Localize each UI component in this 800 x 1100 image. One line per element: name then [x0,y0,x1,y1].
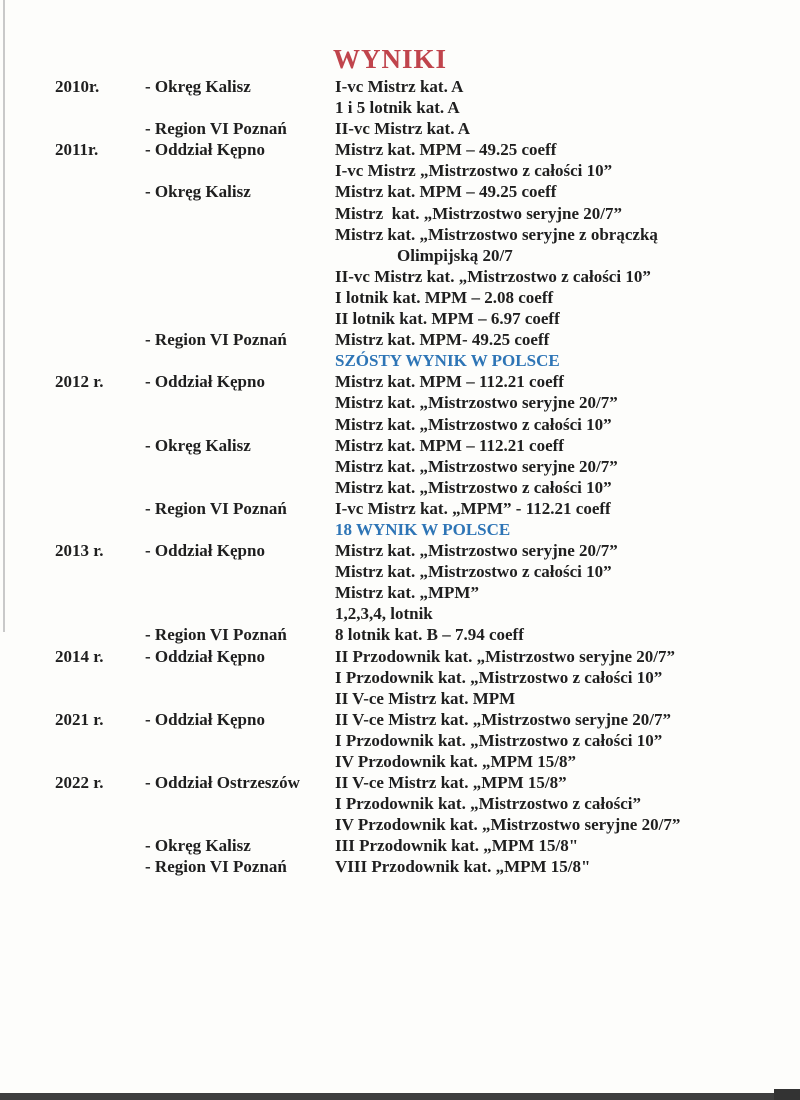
year-cell: 2014 r. [55,646,104,666]
year-cell [55,350,145,371]
result-cell: II Przodownik kat. „Mistrzostwo seryjne 20/7” [335,646,675,666]
year-cell: 2013 r. [55,541,104,561]
region-cell: - Region VI Poznań [145,330,287,350]
year-cell [55,287,145,308]
result-row [0,856,800,877]
result-row [0,477,800,498]
result-row [0,603,800,624]
year-cell [55,456,145,477]
result-cell: Mistrz kat. „Mistrzostwo seryjne 20/7” [335,393,618,413]
year-cell [55,835,145,856]
result-row [0,582,800,603]
result-cell: II V-ce Mistrz kat. „MPM 15/8” [335,773,567,793]
year-cell [55,224,145,245]
region-cell: - Okręg Kalisz [145,836,251,856]
region-cell: - Region VI Poznań [145,625,287,645]
result-cell: II lotnik kat. MPM – 6.97 coeff [335,309,560,329]
result-cell: IV Przodownik kat. „MPM 15/8” [335,752,576,771]
year-cell [55,308,145,329]
result-cell: Mistrz kat. „Mistrzostwo seryjne 20/7” [335,456,618,476]
result-cell: I Przodownik kat. „Mistrzostwo z całości 10” [335,730,663,750]
result-row [0,624,800,645]
region-cell [145,203,335,224]
result-row [0,793,800,814]
result-cell: Mistrz kat. „MPM” [335,583,479,603]
result-cell: Mistrz kat. „Mistrzostwo seryjne z obrączką [335,224,658,244]
result-cell: Mistrz kat. MPM – 49.25 coeff [335,140,557,160]
result-row [0,772,800,793]
result-cell: Mistrz kat. „Mistrzostwo z całości 10” [335,414,612,434]
result-row [0,266,800,287]
region-cell [145,350,335,371]
year-cell: 2022 r. [55,773,104,793]
result-row [0,540,800,561]
result-cell: I Przodownik kat. „Mistrzostwo z całości” [335,794,641,814]
result-row [0,287,800,308]
result-cell: 1 i 5 lotnik kat. A [335,98,460,118]
year-cell: 2010r. [55,77,100,96]
year-cell [55,688,145,709]
result-cell: Mistrz kat. „Mistrzostwo z całości 10” [335,562,612,582]
year-cell [55,730,145,751]
result-row [0,245,800,266]
region-cell [145,561,335,582]
year-cell [55,582,145,603]
region-cell: - Region VI Poznań [145,119,287,139]
year-cell: 2021 r. [55,709,104,729]
region-cell [145,287,335,308]
region-cell [145,751,335,772]
result-row [0,76,800,97]
result-row [0,835,800,856]
region-cell [145,266,335,287]
result-cell: II V-ce Mistrz kat. „Mistrzostwo seryjne 20/7” [335,709,671,729]
result-row [0,667,800,688]
result-cell: II V-ce Mistrz kat. MPM [335,688,516,708]
year-cell [55,477,145,498]
region-cell [145,160,335,181]
region-cell [145,245,335,266]
region-cell [145,414,335,435]
region-cell: - Oddział Ostrzeszów [145,773,300,793]
result-cell: I-vc Mistrz kat. A [335,77,464,96]
year-cell [55,392,145,413]
result-row [0,181,800,202]
region-cell [145,688,335,709]
result-cell: 18 WYNIK W POLSCE [335,519,511,539]
region-cell: - Oddział Kępno [145,372,265,392]
region-cell: - Okręg Kalisz [145,182,251,202]
year-cell [55,435,145,456]
result-row [0,456,800,477]
year-cell [55,603,145,624]
result-row [0,371,800,392]
region-cell: - Okręg Kalisz [145,435,251,455]
result-cell: Mistrz kat. „Mistrzostwo seryjne 20/7” [335,203,623,223]
result-cell: I-vc Mistrz „Mistrzostwo z całości 10” [335,161,613,181]
year-cell [55,793,145,814]
result-row [0,118,800,139]
result-cell: VIII Przodownik kat. „MPM 15/8" [335,857,591,877]
region-cell [145,519,335,540]
result-row [0,97,800,118]
region-cell [145,582,335,603]
year-cell [55,561,145,582]
result-row [0,814,800,835]
year-cell [55,667,145,688]
result-row [0,730,800,751]
region-cell: - Oddział Kępno [145,541,265,561]
region-cell: - Region VI Poznań [145,857,287,877]
result-row [0,646,800,667]
result-row [0,414,800,435]
region-cell: - Region VI Poznań [145,498,287,518]
scan-bottom-corner [774,1089,800,1100]
year-cell [55,118,145,139]
result-cell: III Przodownik kat. „MPM 15/8" [335,836,579,856]
result-cell: I lotnik kat. MPM – 2.08 coeff [335,287,554,307]
region-cell [145,730,335,751]
results-table [0,76,800,878]
result-row [0,308,800,329]
region-cell [145,392,335,413]
result-cell: IV Przodownik kat. „Mistrzostwo seryjne 20/7” [335,815,681,835]
result-cell: Mistrz kat. „Mistrzostwo seryjne 20/7” [335,541,618,561]
result-cell: Mistrz kat. „Mistrzostwo z całości 10” [335,477,612,497]
result-cell: Mistrz kat. MPM – 49.25 coeff [335,182,557,202]
year-cell [55,519,145,540]
result-cell: I Przodownik kat. „Mistrzostwo z całości 10” [335,667,663,687]
year-cell [55,624,145,645]
year-cell [55,814,145,835]
region-cell [145,667,335,688]
result-row [0,392,800,413]
result-row [0,224,800,245]
year-cell [55,97,145,118]
year-cell [55,266,145,287]
result-row [0,498,800,519]
result-row [0,688,800,709]
result-cell: II-vc Mistrz kat. A [335,119,471,139]
region-cell [145,224,335,245]
result-cell: II-vc Mistrz kat. „Mistrzostwo z całości 10” [335,266,651,286]
year-cell [55,160,145,181]
year-cell [55,751,145,772]
result-cell: Mistrz kat. MPM – 112.21 coeff [335,372,564,392]
result-row [0,139,800,160]
result-cell: Olimpijską 20/7 [397,245,513,265]
result-cell: Mistrz kat. MPM- 49.25 coeff [335,330,550,350]
region-cell [145,308,335,329]
region-cell [145,97,335,118]
year-cell: 2012 r. [55,372,104,392]
result-row [0,203,800,224]
region-cell [145,456,335,477]
page-title: WYNIKI [332,44,447,75]
region-cell [145,814,335,835]
region-cell: - Oddział Kępno [145,646,265,666]
result-cell: I-vc Mistrz kat. „MPM” - 112.21 coeff [335,498,611,518]
scan-bottom-strip [0,1093,774,1100]
year-cell [55,203,145,224]
region-cell [145,793,335,814]
result-row [0,160,800,181]
result-row [0,350,800,371]
year-cell [55,414,145,435]
result-cell: 1,2,3,4, lotnik [335,604,433,624]
result-row [0,519,800,540]
result-cell: 8 lotnik kat. B – 7.94 coeff [335,625,524,645]
region-cell: - Oddział Kępno [145,140,265,160]
region-cell [145,603,335,624]
year-cell [55,245,145,266]
result-cell: SZÓSTY WYNIK W POLSCE [335,351,560,371]
result-row [0,709,800,730]
result-row [0,329,800,350]
result-row [0,751,800,772]
result-row [0,435,800,456]
region-cell [145,477,335,498]
year-cell [55,856,145,877]
year-cell [55,498,145,519]
region-cell: - Okręg Kalisz [145,77,251,96]
year-cell: 2011r. [55,140,99,160]
result-cell: Mistrz kat. MPM – 112.21 coeff [335,435,564,455]
year-cell [55,181,145,202]
region-cell: - Oddział Kępno [145,709,265,729]
year-cell [55,329,145,350]
result-row [0,561,800,582]
